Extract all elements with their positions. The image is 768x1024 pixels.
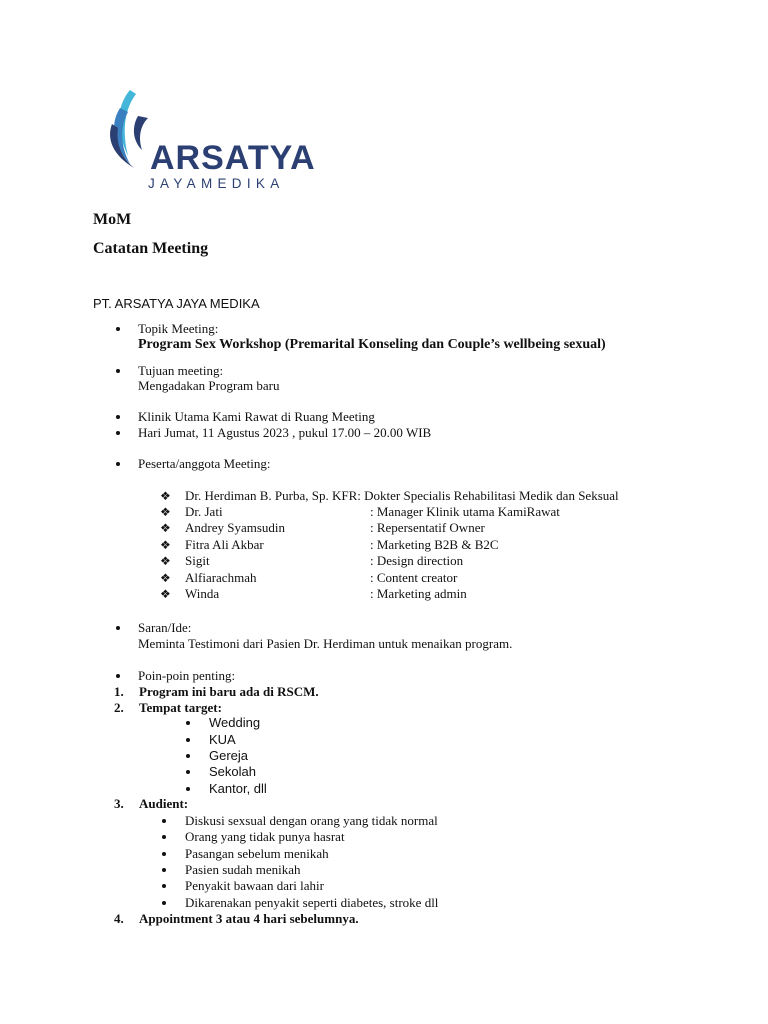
company-logo	[108, 86, 316, 196]
bullet-icon	[116, 415, 120, 419]
bullet-icon	[186, 738, 190, 742]
bullet-icon	[162, 901, 166, 905]
bullet-icon	[186, 770, 190, 774]
bullet-icon	[116, 369, 120, 373]
audient-item: Penyakit bawaan dari lahir	[185, 878, 324, 893]
participant-name: Dr. Jati	[185, 504, 223, 519]
item-number: 4.	[114, 911, 124, 926]
bullet-icon	[116, 674, 120, 678]
participant-name: Dr. Herdiman B. Purba, Sp. KFR: Dokter Specialis Rehabilitasi Medik dan Seksual	[185, 488, 619, 503]
audient-item: Pasangan sebelum menikah	[185, 846, 329, 861]
tujuan-label: Tujuan meeting:	[138, 363, 224, 378]
page-title: Catatan Meeting	[93, 240, 209, 257]
item-number: 1.	[114, 684, 124, 699]
participant-role: : Content creator	[370, 570, 458, 585]
bullet-icon	[162, 868, 166, 872]
bullet-icon	[162, 852, 166, 856]
audient-item: Diskusi sexsual dengan orang yang tidak normal	[185, 813, 438, 828]
diamond-bullet-icon: ❖	[160, 554, 171, 568]
participant-name: Andrey Syamsudin	[185, 520, 286, 535]
bullet-icon	[116, 462, 120, 466]
diamond-bullet-icon: ❖	[160, 521, 171, 535]
saran-label: Saran/Ide:	[138, 620, 192, 635]
bullet-icon	[162, 884, 166, 888]
bullet-icon	[186, 754, 190, 758]
bullet-icon	[116, 626, 120, 630]
lokasi-text: Klinik Utama Kami Rawat di Ruang Meeting	[138, 409, 375, 424]
item-text: Tempat target:	[139, 700, 222, 715]
diamond-bullet-icon: ❖	[160, 489, 171, 503]
audient-item: Dikarenakan penyakit seperti diabetes, stroke dll	[185, 895, 439, 910]
heading-mom: MoM	[93, 211, 132, 228]
bullet-icon	[186, 787, 190, 791]
logo-wordmark: ARSATYA	[150, 139, 316, 177]
peserta-label: Peserta/anggota Meeting:	[138, 456, 271, 471]
topik-label: Topik Meeting:	[138, 321, 219, 336]
participant-name: Sigit	[185, 553, 210, 568]
company-name: PT. ARSATYA JAYA MEDIKA	[93, 296, 260, 311]
participant-role: : Marketing B2B & B2C	[370, 537, 499, 552]
item-text: Program ini baru ada di RSCM.	[139, 684, 319, 699]
tempat-item: KUA	[209, 732, 236, 747]
diamond-bullet-icon: ❖	[160, 587, 171, 601]
tempat-item: Sekolah	[209, 764, 256, 779]
item-text: Appointment 3 atau 4 hari sebelumnya.	[139, 911, 359, 926]
topik-value: Program Sex Workshop (Premarital Konseling dan Couple’s wellbeing sexual)	[138, 337, 606, 352]
poin-label: Poin-poin penting:	[138, 668, 236, 683]
bullet-icon	[162, 819, 166, 823]
participant-role: : Manager Klinik utama KamiRawat	[370, 504, 560, 519]
participant-name: Fitra Ali Akbar	[185, 537, 264, 552]
diamond-bullet-icon: ❖	[160, 571, 171, 585]
item-number: 2.	[114, 700, 124, 715]
audient-item: Pasien sudah menikah	[185, 862, 301, 877]
bullet-icon	[162, 835, 166, 839]
participant-role: : Design direction	[370, 553, 464, 568]
logo-subtitle: JAYAMEDIKA	[148, 176, 285, 191]
item-text: Audient:	[139, 796, 189, 811]
tempat-item: Gereja	[209, 748, 249, 763]
audient-item: Orang yang tidak punya hasrat	[185, 829, 345, 844]
item-number: 3.	[114, 796, 124, 811]
saran-value: Meminta Testimoni dari Pasien Dr. Herdiman untuk menaikan program.	[138, 636, 513, 651]
participant-role: : Marketing admin	[370, 586, 467, 601]
participant-name: Winda	[185, 586, 220, 601]
bullet-icon	[116, 431, 120, 435]
waktu-text: Hari Jumat, 11 Agustus 2023 , pukul 17.00 – 20.00 WIB	[138, 425, 432, 440]
participant-role: : Repersentatif Owner	[370, 520, 485, 535]
tujuan-value: Mengadakan Program baru	[138, 378, 280, 393]
tempat-item: Kantor, dll	[209, 781, 267, 796]
diamond-bullet-icon: ❖	[160, 538, 171, 552]
tempat-item: Wedding	[209, 715, 261, 730]
bullet-icon	[116, 327, 120, 331]
bullet-icon	[186, 721, 190, 725]
diamond-bullet-icon: ❖	[160, 505, 171, 519]
participant-name: Alfiarachmah	[185, 570, 257, 585]
